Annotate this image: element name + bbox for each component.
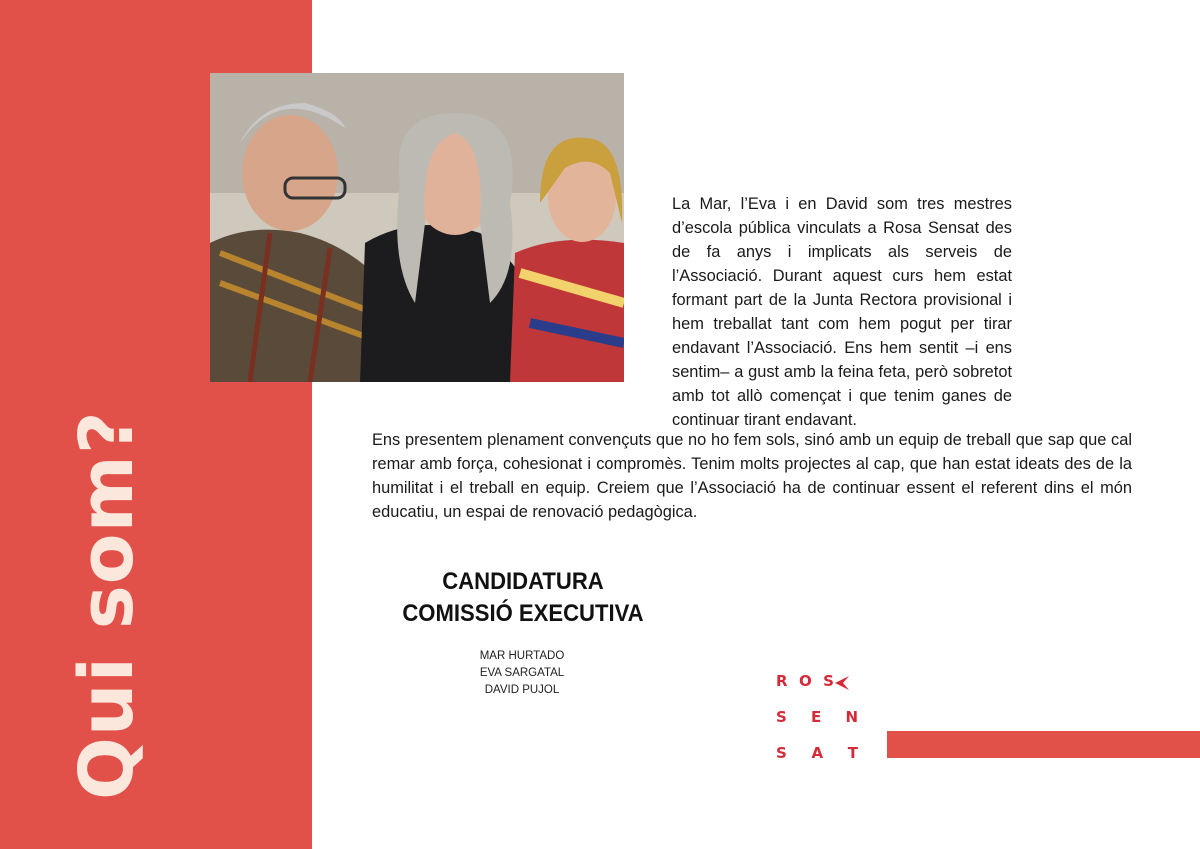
logo-letter: O [798, 672, 812, 690]
logo-letter: R [776, 672, 788, 690]
logo-letter: S [823, 672, 834, 690]
logo-letter: N [845, 708, 858, 726]
candidatura-heading [360, 566, 686, 630]
rosa-sensat-logo [776, 664, 858, 760]
logo-flower-icon [833, 674, 855, 692]
logo-letter: A [811, 744, 824, 762]
logo-letter: S [776, 744, 787, 762]
logo-letter: T [847, 744, 858, 762]
team-photo [210, 73, 624, 382]
candidate-names [452, 648, 592, 699]
logo-letter: S [776, 708, 787, 726]
photo-illustration [210, 73, 624, 382]
candidate-name: MAR HURTADO [479, 650, 565, 662]
heading-line-2: COMISSIÓ EXECUTIVA [402, 600, 644, 627]
candidate-name: EVA SARGATAL [479, 667, 565, 679]
intro-paragraph: La Mar, l’Eva i en David som tres mestres d’escola pública vinculats a Rosa Sensat des de fa anys i implicats als serveis de l’Associació. Durant aquest curs hem estat formant part de la Junta Rectora provisional i hem treballat tant com hem pogut per tirar endavant l’Associació. Ens hem sentit –i ens sentim– a gust amb la feina feta, però sobretot amb tot allò començat i que tenim ganes de continuar tirant endavant. [672, 195, 1012, 429]
logo-letter: E [811, 708, 822, 726]
side-title: Qui som? [64, 410, 150, 800]
bottom-accent-bar [887, 731, 1200, 758]
body-paragraph: Ens presentem plenament convençuts que no ho fem sols, sinó amb un equip de treball que sap que cal remar amb força, cohesionat i compromès. Tenim molts projectes al cap, que han estat ideats des de la humilitat i el treball en equip. Creiem que l’Associació ha de continuar essent el referent dins el món educatiu, un espai de renovació pedagògica. [372, 431, 1132, 521]
heading-line-1: CANDIDATURA [442, 568, 604, 595]
candidate-name: DAVID PUJOL [484, 684, 560, 696]
